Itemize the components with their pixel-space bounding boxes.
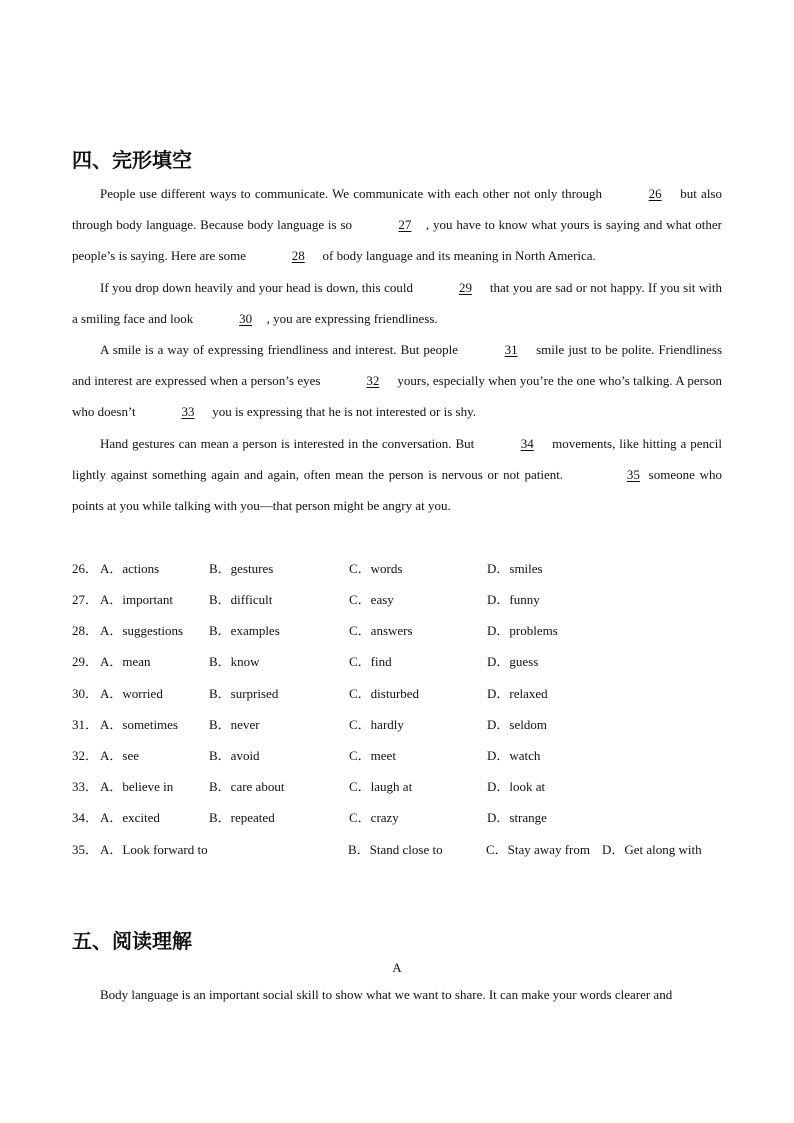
question-row xyxy=(72,615,732,646)
option-a: A．excited xyxy=(100,810,160,825)
text: smile just to be polite. Friendliness and interest are expressed when a person’s eyes xyxy=(72,342,723,388)
option-d: D．watch xyxy=(487,748,541,763)
question-row xyxy=(72,678,732,709)
option-a: A．see xyxy=(100,748,139,763)
option-c: C．laugh at xyxy=(349,779,413,794)
question-number: 35． xyxy=(72,842,99,857)
option-c: C．Stay away from xyxy=(486,842,590,857)
option-b: B．know xyxy=(209,654,260,669)
option-b: B．surprised xyxy=(209,686,279,701)
text: someone who points at you while talking with you—that person might be angry at you. xyxy=(72,467,723,513)
question-row xyxy=(72,802,732,833)
option-b: B．care about xyxy=(209,779,285,794)
text: , you have to know what yours is saying and what other people’s is saying. Here are some xyxy=(72,217,723,263)
question-row xyxy=(72,740,732,771)
blank-26: 26 xyxy=(648,186,662,201)
question-number: 27． xyxy=(72,592,99,607)
question-number: 30． xyxy=(72,686,99,701)
text: People use different ways to communicate. We communicate with each other not only through xyxy=(100,186,602,201)
option-d: D．guess xyxy=(487,654,539,669)
option-b: B．Stand close to xyxy=(348,842,443,857)
question-number: 28． xyxy=(72,623,99,638)
option-d: D．problems xyxy=(487,623,558,638)
option-b: B．examples xyxy=(209,623,280,638)
option-a: A．believe in xyxy=(100,779,174,794)
blank-30: 30 xyxy=(239,311,253,326)
question-number: 31． xyxy=(72,717,99,732)
option-d: D．seldom xyxy=(487,717,547,732)
option-c: C．easy xyxy=(349,592,394,607)
option-d: D．smiles xyxy=(487,561,543,576)
option-d: D．relaxed xyxy=(487,686,548,701)
option-a: A．Look forward to xyxy=(100,842,208,857)
option-a: A．sometimes xyxy=(100,717,178,732)
question-row xyxy=(72,771,732,802)
option-d: D．strange xyxy=(487,810,547,825)
question-number: 26． xyxy=(72,561,99,576)
question-number: 34． xyxy=(72,810,99,825)
section-title-cloze: 四、完形填空 xyxy=(72,148,192,172)
option-c: C．crazy xyxy=(349,810,399,825)
text: If you drop down heavily and your head is down, this could xyxy=(100,280,413,295)
option-a: A．mean xyxy=(100,654,151,669)
section-title-reading: 五、阅读理解 xyxy=(72,929,192,953)
option-c: C．answers xyxy=(349,623,413,638)
option-b: B．gestures xyxy=(209,561,274,576)
option-c: C．hardly xyxy=(349,717,404,732)
option-d: D．look at xyxy=(487,779,546,794)
text: but also through body language. Because body language is so xyxy=(72,186,722,232)
cloze-paragraph-2 xyxy=(72,272,722,334)
blank-31: 31 xyxy=(504,342,518,357)
question-row xyxy=(72,834,732,865)
blank-27: 27 xyxy=(398,217,412,232)
text: of body language and its meaning in North America. xyxy=(322,248,596,263)
text: Hand gestures can mean a person is interested in the conversation. But xyxy=(100,436,475,451)
text: yours, especially when you’re the one who’s talking. A person who doesn’t xyxy=(72,373,722,419)
cloze-paragraph-3 xyxy=(72,334,722,427)
option-b: B．difficult xyxy=(209,592,273,607)
option-a: A．worried xyxy=(100,686,163,701)
question-row xyxy=(72,584,732,615)
option-a: A．suggestions xyxy=(100,623,184,638)
cloze-paragraph-4 xyxy=(72,428,722,521)
blank-29: 29 xyxy=(458,280,472,295)
text: A smile is a way of expressing friendliness and interest. But people xyxy=(100,342,459,357)
blank-28: 28 xyxy=(291,248,305,263)
option-b: B．avoid xyxy=(209,748,260,763)
option-c: C．words xyxy=(349,561,403,576)
option-b: B．never xyxy=(209,717,260,732)
option-a: A．actions xyxy=(100,561,160,576)
option-c: C．meet xyxy=(349,748,396,763)
text: movements, like hitting a pencil lightly against something again and again, often mean the person is nervous or not patient. xyxy=(72,436,723,482)
option-b: B．repeated xyxy=(209,810,275,825)
blank-34: 34 xyxy=(520,436,534,451)
question-number: 33． xyxy=(72,779,99,794)
text: you is expressing that he is not interested or is shy. xyxy=(212,404,477,419)
question-number: 32． xyxy=(72,748,99,763)
question-row xyxy=(72,709,732,740)
question-row xyxy=(72,553,732,584)
option-d: D．Get along with xyxy=(602,842,702,857)
passage-label: A xyxy=(392,960,402,975)
option-a: A．important xyxy=(100,592,173,607)
blank-32: 32 xyxy=(366,373,380,388)
option-c: C．disturbed xyxy=(349,686,420,701)
option-c: C．find xyxy=(349,654,392,669)
question-number: 29． xyxy=(72,654,99,669)
question-row xyxy=(72,646,732,677)
cloze-paragraph-1 xyxy=(72,178,722,271)
text: that you are sad or not happy. If you sit with a smiling face and look xyxy=(72,280,723,326)
reading-paragraph-1: Body language is an important social skill to show what we want to share. It can make your words clearer and xyxy=(100,987,673,1002)
option-d: D．funny xyxy=(487,592,540,607)
blank-35: 35 xyxy=(626,467,640,482)
text: , you are expressing friendliness. xyxy=(266,311,438,326)
blank-33: 33 xyxy=(181,404,195,419)
